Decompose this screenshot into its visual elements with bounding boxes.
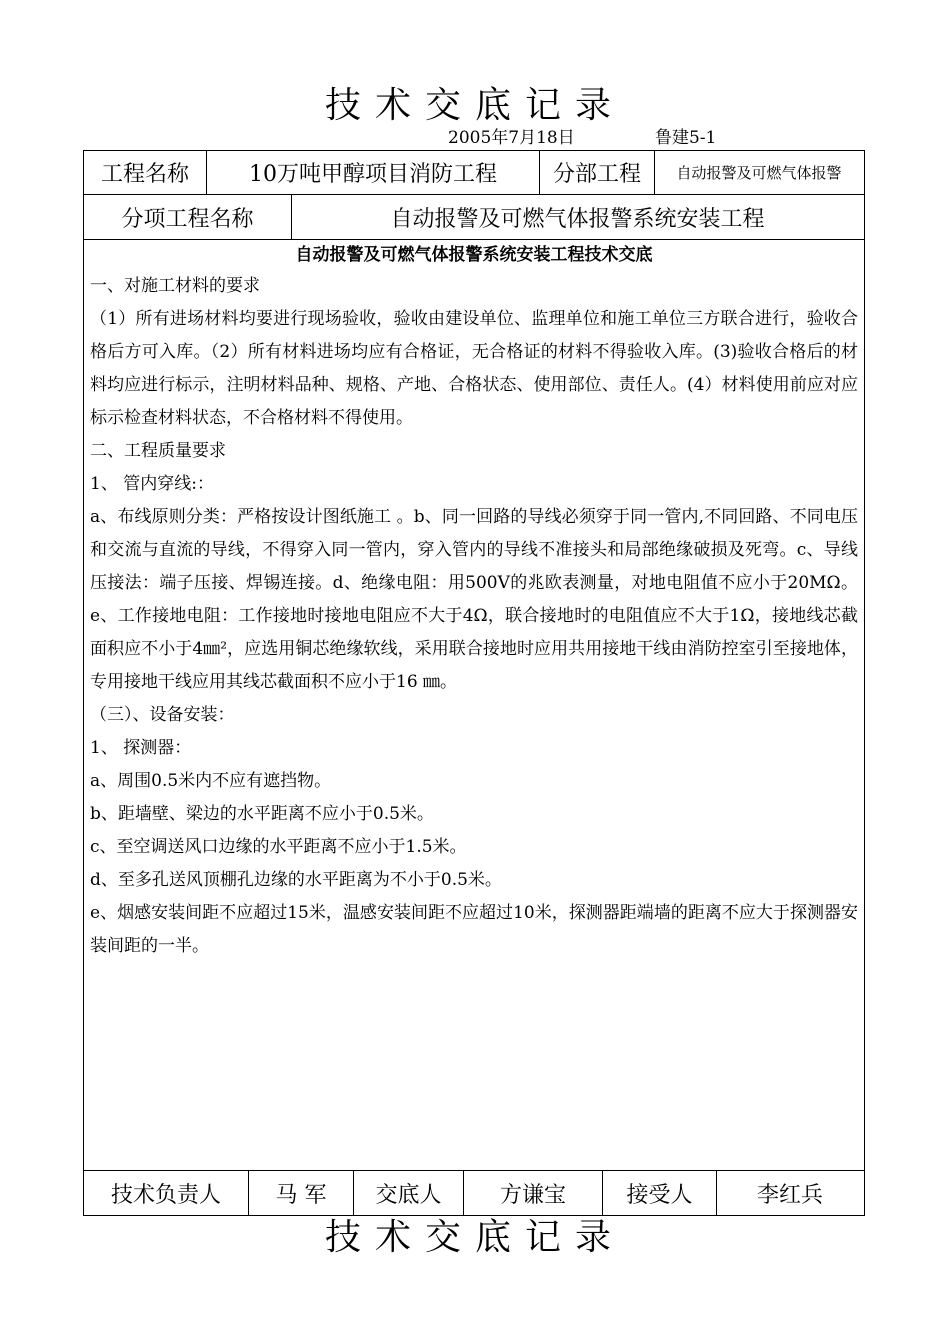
- content-paragraph: （三）、设备安装：: [90, 705, 235, 725]
- project-name-label: 工程名称: [100, 162, 189, 187]
- project-row: [84, 151, 864, 195]
- content-paragraph: 1、 探测器：: [90, 738, 192, 758]
- signature-row: [84, 1170, 864, 1215]
- content-paragraph: （1）所有进场材料均要进行现场验收，验收由建设单位、监理单位和施工单位三方联合进行，验收合格后方可入库。（2）所有材料进场均应有合格证，无合格证的材料不得验收入库。(3)验收合格后的材料均应进行标示，注明材料品种、规格、产地、合格状态、使用部位、责任人。(4）材料使用前应对应标示检查材料状态，不合格材料不得使用。: [90, 309, 858, 428]
- project-name-value: 10万吨甲醇项目消防工程: [206, 151, 539, 194]
- division-value: 自动报警及可燃气体报警: [654, 151, 863, 194]
- subitem-name-label: 分项工程名称: [121, 206, 254, 232]
- subitem-row: [84, 195, 864, 240]
- date-line: [0, 126, 950, 150]
- disclosure-content: [84, 240, 864, 963]
- content-paragraph: d、至多孔送风顶棚孔边缘的水平距离为不小于0.5米。: [90, 870, 502, 890]
- content-paragraph: b、距墙壁、梁边的水平距离不应小于0.5米。: [90, 804, 434, 824]
- presenter-name: 方谦宝: [463, 1171, 602, 1215]
- document-title-repeat: 技术交底记录: [324, 1217, 625, 1258]
- content-heading: 自动报警及可燃气体报警系统安装工程技术交底: [295, 245, 653, 265]
- receiver-label: 接受人: [602, 1171, 716, 1215]
- content-paragraph: e、烟感安装间距不应超过15米，温感安装间距不应超过10米，探测器距端墙的距离不应大于探测器安装间距的一半。: [90, 903, 858, 956]
- subitem-name-value: 自动报警及可燃气体报警系统安装工程: [291, 195, 863, 239]
- content-paragraph: c、至空调送风口边缘的水平距离不应小于1.5米。: [90, 837, 467, 857]
- content-paragraph: a、周围0.5米内不应有遮挡物。: [90, 771, 332, 791]
- division-label: 分部工程: [539, 151, 654, 194]
- content-paragraph: 1、 管内穿线:：: [90, 474, 214, 494]
- record-table: [83, 150, 865, 1216]
- content-paragraph: 二、工程质量要求: [90, 441, 226, 461]
- tech-lead-label: 技术负责人: [110, 1182, 221, 1208]
- content-paragraph: a、布线原则分类：严格按设计图纸施工 。b、同一回路的导线必须穿于同一管内,不同回路、不同电压和交流与直流的导线，不得穿入同一管内，穿入管内的导线不准接头和局部绝缘破损及死弯。c、导线压接法：端子压接、焊锡连接。d、绝缘电阻：用500V的兆欧表测量，对地电阻值不应小于20MΩ。e、工作接地电阻：工作接地时接地电阻应不大于4Ω，联合接地时的电阻值应不大于1Ω，接地线芯截面积应不小于4㎜²，应选用铜芯绝缘软线，采用联合接地时应用共用接地干线由消防控室引至接地体，专用接地干线应用其线芯截面积不应小于16 ㎜。: [90, 507, 858, 692]
- document-date: 2005年7月18日: [448, 128, 575, 148]
- form-code: 鲁建5-1: [655, 128, 717, 148]
- content-paragraph: 一、对施工材料的要求: [90, 276, 260, 296]
- document-title: 技术交底记录: [324, 85, 625, 126]
- presenter-label: 交底人: [353, 1171, 463, 1215]
- receiver-name: 李红兵: [716, 1171, 863, 1215]
- tech-lead-name: 马 军: [248, 1171, 353, 1215]
